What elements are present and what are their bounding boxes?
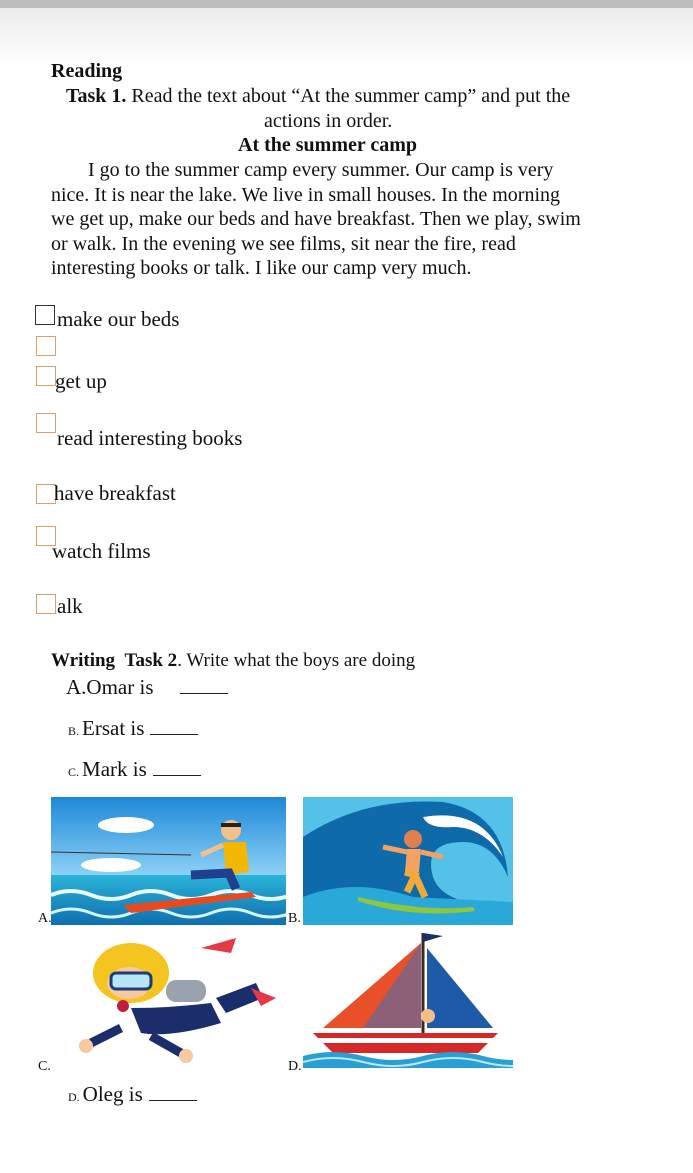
order-checkbox-5[interactable] — [36, 484, 56, 504]
story-title: At the summer camp — [238, 134, 418, 156]
action-item: read interesting books — [57, 426, 243, 450]
image-label-a: A. — [38, 911, 52, 926]
sailing-image — [303, 928, 513, 1068]
action-item: have breakfast — [54, 481, 176, 505]
question-text: Ersat is — [82, 716, 145, 740]
paragraph-line: we get up, make our beds and have breakfast. Then we play, swim — [51, 208, 581, 230]
image-label-c: C. — [38, 1059, 51, 1074]
image-label-d: D. — [288, 1059, 302, 1074]
question-letter: B. — [68, 724, 80, 738]
action-item: make our beds — [57, 307, 180, 331]
task1-instruction — [66, 85, 570, 108]
answer-blank[interactable] — [150, 734, 198, 735]
reading-heading: Reading — [51, 60, 123, 82]
task1-instruction-cont: actions in order. — [264, 110, 393, 132]
answer-blank[interactable] — [149, 1100, 197, 1101]
diving-image — [51, 928, 286, 1068]
question-text: Mark is — [82, 757, 147, 781]
top-bar — [0, 0, 693, 8]
story-paragraph — [51, 158, 621, 281]
task2-label: Task 2 — [124, 650, 178, 671]
action-item: get up — [55, 369, 107, 393]
question-text: Oleg is — [82, 1082, 143, 1106]
question-letter: C. — [68, 765, 80, 779]
task2-text: . Write what the boys are doing — [177, 650, 416, 671]
water-skiing-image — [51, 797, 286, 925]
answer-blank[interactable] — [153, 775, 201, 776]
question-a — [66, 675, 228, 700]
paragraph-line: I go to the summer camp every summer. Our camp is very — [88, 159, 554, 181]
question-text: A.Omar is — [66, 675, 154, 699]
order-checkbox-4[interactable] — [36, 413, 56, 433]
writing-heading — [51, 650, 415, 672]
order-checkbox-2[interactable] — [36, 336, 56, 356]
order-checkbox-7[interactable] — [36, 594, 56, 614]
top-shadow — [0, 8, 693, 68]
question-b — [68, 716, 198, 741]
action-item: alk — [57, 594, 83, 618]
paragraph-line: nice. It is near the lake. We live in small houses. In the morning — [51, 183, 561, 206]
order-checkbox-3[interactable] — [36, 366, 56, 386]
paragraph-line: or walk. In the evening we see films, sit near the fire, read — [51, 232, 516, 255]
question-letter: D. — [68, 1090, 80, 1104]
paragraph-line: interesting books or talk. I like our camp very much. — [51, 257, 472, 279]
question-c — [68, 757, 201, 782]
surfing-image — [303, 797, 513, 925]
writing-label: Writing — [51, 650, 116, 671]
order-checkbox-1[interactable] — [35, 305, 55, 325]
task1-text: Read the text about “At the summer camp” and put the — [131, 85, 571, 107]
image-label-b: B. — [288, 911, 301, 926]
answer-blank[interactable] — [180, 693, 228, 694]
action-item: watch films — [52, 539, 151, 563]
task1-label: Task 1. — [66, 85, 127, 107]
question-d — [68, 1082, 197, 1107]
